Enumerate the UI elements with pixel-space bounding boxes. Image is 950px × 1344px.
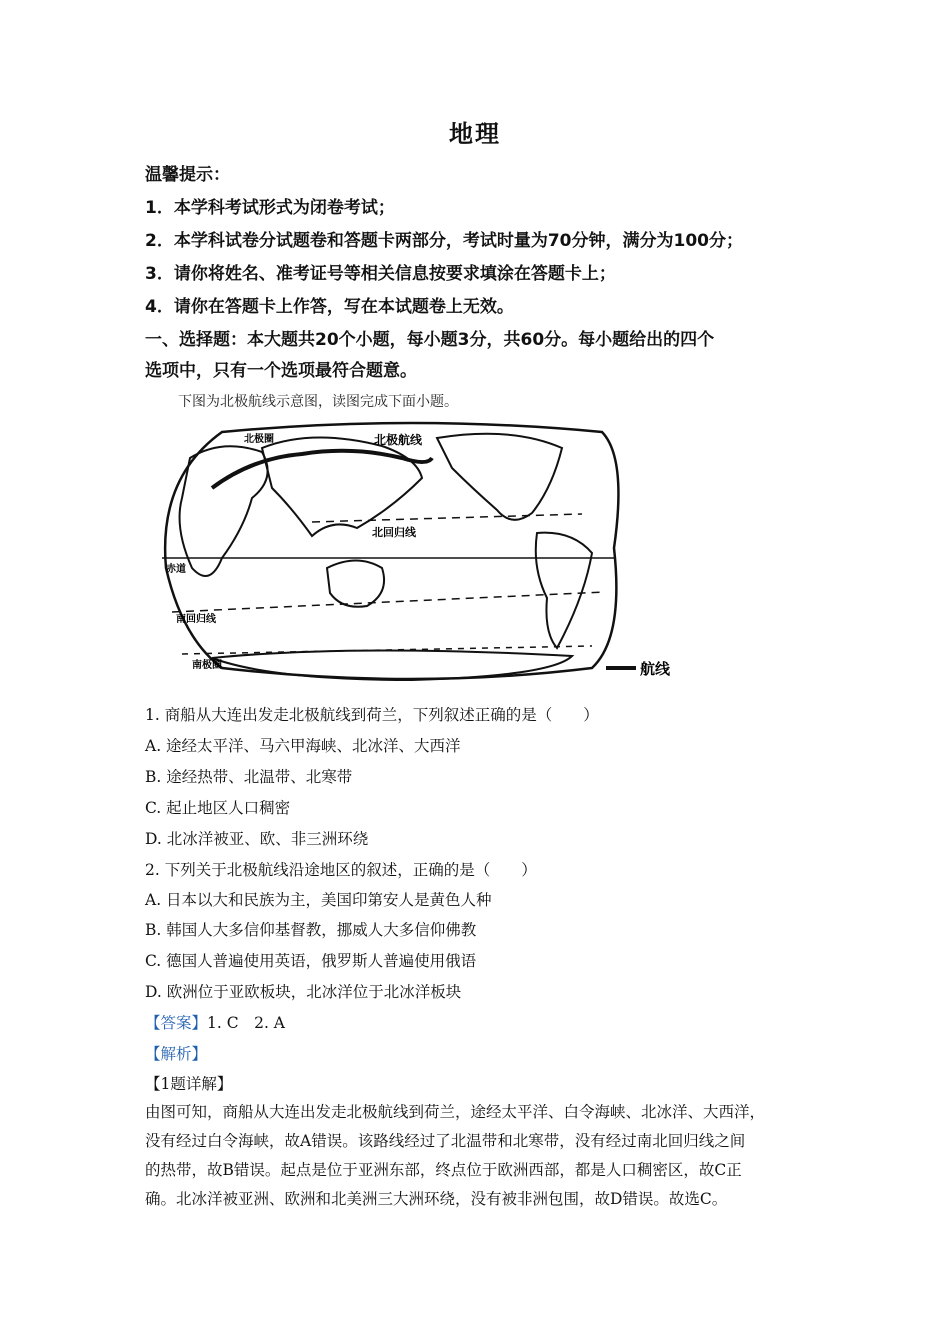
analysis-tag: 【解析】 <box>145 1045 208 1063</box>
label-tropic: 北回归线 <box>372 526 416 539</box>
detail-line-2: 没有经过白令海峡，故A错误。该路线经过了北温带和北寒带，没有经过南北回归线之间 <box>145 1132 746 1150</box>
tip-3: 3．请你将姓名、准考证号等相关信息按要求填涂在答题卡上； <box>145 264 616 284</box>
q1-option-c: C. 起止地区人口稠密 <box>145 799 291 817</box>
q2-option-a: A. 日本以大和民族为主，美国印第安人是黄色人种 <box>145 891 492 909</box>
answer-tag: 【答案】 <box>145 1014 208 1032</box>
answer-line <box>145 1011 285 1033</box>
map-frame <box>165 423 618 679</box>
tip-2: 2．本学科试卷分试题卷和答题卡两部分，考试时量为70分钟，满分为100分； <box>145 231 743 251</box>
label-south-tropic: 南回归线 <box>176 614 216 625</box>
label-equator: 赤道 <box>166 564 186 575</box>
detail-line-1: 由图可知，商船从大连出发走北极航线到荷兰，途经太平洋、白令海峡、北冰洋、大西洋， <box>145 1103 766 1121</box>
map-intro: 下图为北极航线示意图，读图完成下面小题。 <box>178 394 458 410</box>
detail-paragraph <box>145 1098 810 1214</box>
tropic-of-cancer-line <box>312 514 582 522</box>
detail-tag: 【1题详解】 <box>145 1075 233 1093</box>
antarctic-circle-line <box>182 646 592 654</box>
south-america-outline <box>536 533 592 648</box>
arctic-route-map <box>152 418 672 690</box>
q1-option-b: B. 途经热带、北温带、北寒带 <box>145 768 353 786</box>
tips-heading: 温馨提示： <box>145 165 230 185</box>
label-arctic-circle: 北极圈 <box>244 434 274 445</box>
legend-route-label: 航线 <box>640 660 671 678</box>
q2-option-b: B. 韩国人大多信仰基督教，挪威人大多信仰佛教 <box>145 921 477 939</box>
tropic-of-capricorn-line <box>172 592 604 612</box>
detail-line-4: 确。北冰洋被亚洲、欧洲和北美洲三大洲环绕，没有被非洲包围，故D错误。故选C。 <box>145 1190 728 1208</box>
answer-text: 1. C 2. A <box>207 1014 286 1032</box>
label-antarctic: 南极圈 <box>192 660 222 671</box>
q1-option-d: D. 北冰洋被亚、欧、非三洲环绕 <box>145 830 369 848</box>
page-title: 地理 <box>449 120 501 148</box>
australia-outline <box>327 561 384 607</box>
q2-option-c: C. 德国人普遍使用英语，俄罗斯人普遍使用俄语 <box>145 952 477 970</box>
q1-stem: 1. 商船从大连出发走北极航线到荷兰，下列叙述正确的是（ ） <box>145 706 599 724</box>
detail-line-3: 的热带，故B错误。起点是位于亚洲东部，终点位于欧洲西部，都是人口稠密区，故C正 <box>145 1161 742 1179</box>
section-heading-2: 选项中，只有一个选项最符合题意。 <box>145 361 417 381</box>
world-map-figure <box>152 418 672 690</box>
q2-stem: 2. 下列关于北极航线沿途地区的叙述，正确的是（ ） <box>145 861 537 879</box>
section-heading-1: 一、选择题：本大题共20个小题，每小题3分，共60分。每小题给出的四个 <box>145 330 715 350</box>
tip-1: 1．本学科考试形式为闭卷考试； <box>145 198 395 218</box>
arctic-route-line <box>212 451 432 488</box>
tip-4: 4．请你在答题卡上作答，写在本试题卷上无效。 <box>145 297 514 317</box>
north-america-outline <box>437 434 562 520</box>
q2-option-d: D. 欧洲位于亚欧板块，北冰洋位于北冰洋板块 <box>145 983 462 1001</box>
q1-option-a: A. 途经太平洋、马六甲海峡、北冰洋、大西洋 <box>145 737 461 755</box>
label-route: 北极航线 <box>374 433 423 447</box>
